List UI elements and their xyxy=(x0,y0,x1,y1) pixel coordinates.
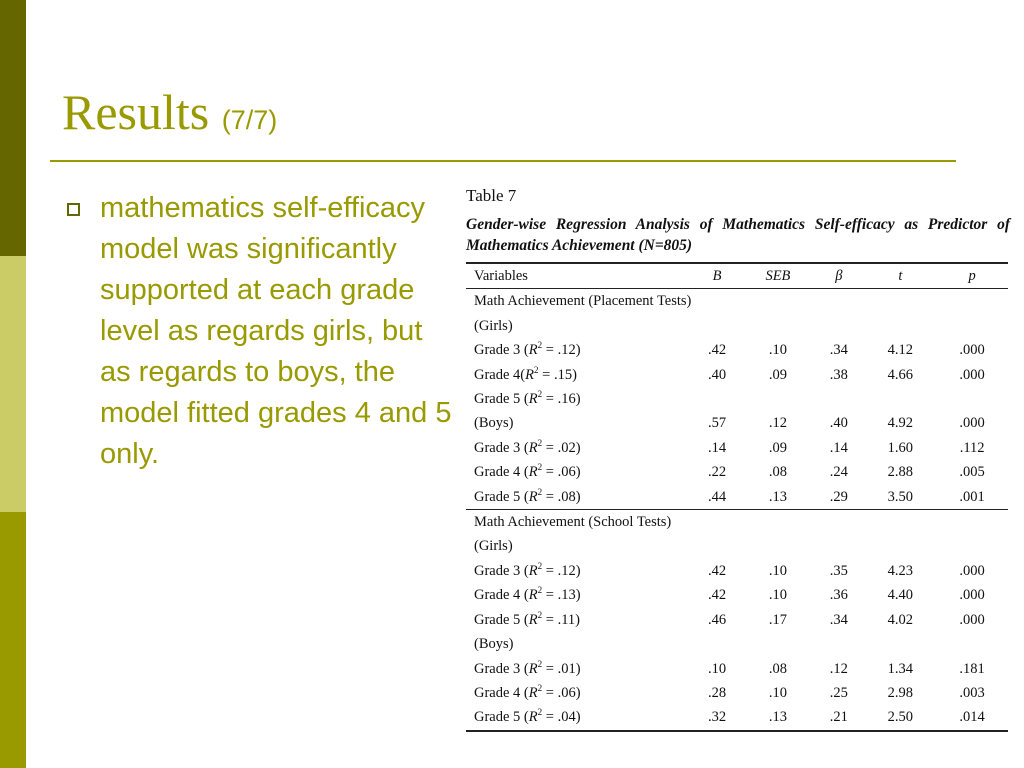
title-divider xyxy=(50,160,956,162)
table-cell-value xyxy=(691,314,742,338)
table-row xyxy=(466,510,1008,535)
table-row xyxy=(466,289,1008,314)
r-squared-close: ) xyxy=(575,684,581,701)
table-cell-value xyxy=(691,387,742,411)
table-cell-value: .09 xyxy=(768,439,787,456)
table-cell-variable: Grade 4 $(R^2 = .13)$ xyxy=(474,585,581,604)
table-cell-variable: Grade 3 $(R^2 = .12)$ xyxy=(474,561,581,579)
header-variables: Variables xyxy=(474,268,528,284)
r-squared-exponent: 2 xyxy=(537,585,543,596)
table-cell-value: .12 xyxy=(829,660,848,677)
r-squared-close: ) xyxy=(575,391,581,408)
r-squared-close: ) xyxy=(575,342,581,359)
table-cell-value: .28 xyxy=(707,684,727,701)
table-body xyxy=(466,289,1008,731)
left-accent-bar xyxy=(0,0,26,768)
table-cell-value: 2.98 xyxy=(887,684,914,701)
table-cell-variable: Grade 5 $(R^2 = .08)$ xyxy=(474,486,581,505)
r-squared-exponent: 2 xyxy=(537,340,543,351)
table-cell-value xyxy=(743,387,814,411)
table-cell-value: .14 xyxy=(707,439,727,456)
variable-label: Grade 5 ( xyxy=(474,709,529,726)
accent-bar-top xyxy=(0,0,26,256)
table-cell-value xyxy=(864,289,936,314)
table-row xyxy=(466,363,1008,387)
table-header-row xyxy=(466,263,1008,289)
table-cell-value: .13 xyxy=(768,488,787,505)
table-cell-value xyxy=(691,534,742,558)
table-cell-value: .000 xyxy=(959,415,985,432)
variable-label: Grade 4 ( xyxy=(474,684,529,701)
table-cell-variable: Grade $4(R^2 = .15)$ xyxy=(474,364,577,383)
table-cell-value: .34 xyxy=(829,342,848,359)
table-cell-value: .36 xyxy=(829,587,848,604)
r-squared-close: ) xyxy=(575,611,580,628)
table-row xyxy=(466,705,1008,730)
table-cell-value: 4.66 xyxy=(887,366,914,383)
table-cell-value: .29 xyxy=(829,488,848,505)
table-row xyxy=(466,314,1008,338)
table-cell-variable xyxy=(466,411,691,435)
table-cell-variable xyxy=(466,510,691,535)
table-cell-value: .000 xyxy=(959,611,985,628)
variable-label: Grade 3 ( xyxy=(474,562,529,579)
table-cell-value: .32 xyxy=(691,705,742,730)
table-cell-value: .22 xyxy=(707,464,727,481)
r-squared-value: .12 xyxy=(557,342,576,359)
r-squared-exponent: 2 xyxy=(537,609,543,620)
variable-label: Grade 5 ( xyxy=(474,488,529,505)
table-cell-value: .005 xyxy=(959,464,985,481)
table-cell-value xyxy=(936,534,1008,558)
table-cell-variable: Grade 4 $(R^2 = .06)$ xyxy=(474,683,581,701)
r-squared-value: .08 xyxy=(557,488,576,505)
table-cell-value: .014 xyxy=(936,705,1008,730)
table-row xyxy=(466,338,1008,362)
table-cell-value: .10 xyxy=(768,587,787,604)
table-cell-value: 4.12 xyxy=(887,342,914,359)
table-cell-value: .42 xyxy=(707,342,727,359)
table-cell-value xyxy=(813,314,864,338)
variable-label: (Boys) xyxy=(474,415,514,432)
table-cell-variable xyxy=(466,534,691,558)
header-p: p xyxy=(968,268,976,284)
r-squared-symbol: R xyxy=(528,488,538,505)
slide-title-suffix: (7/7) xyxy=(221,105,278,135)
variable-label: Grade 4 ( xyxy=(474,587,529,604)
r-squared-exponent: 2 xyxy=(537,389,543,400)
table-row xyxy=(466,632,1008,656)
table-cell-value: .10 xyxy=(768,342,787,359)
table-cell-value: .17 xyxy=(768,611,787,628)
table-cell-value xyxy=(691,289,742,314)
table-row xyxy=(466,681,1008,705)
r-squared-value: .12 xyxy=(557,562,576,579)
table-cell-value xyxy=(691,510,742,535)
r-squared-value: .11 xyxy=(557,611,576,628)
table-cell-value: .08 xyxy=(768,464,787,481)
r-squared-value: .02 xyxy=(557,439,576,456)
table-cell-value: .44 xyxy=(707,488,727,505)
variable-label: Math Achievement (Placement Tests) xyxy=(474,293,692,310)
table-cell-value: .57 xyxy=(707,415,727,432)
r-squared-close: ) xyxy=(572,366,577,383)
table-cell-value xyxy=(813,387,864,411)
r-squared-symbol: R xyxy=(528,342,538,359)
table-cell-value: .40 xyxy=(829,415,848,432)
r-squared-symbol: R xyxy=(528,660,538,677)
table-cell-value: .24 xyxy=(829,464,848,481)
table-cell-value: 4.40 xyxy=(887,587,914,604)
table-cell-value: .34 xyxy=(829,611,848,628)
table-cell-value xyxy=(864,387,936,411)
table-cell-value: 3.50 xyxy=(887,488,914,505)
r-squared-close: ) xyxy=(575,660,581,677)
table-cell-value: .181 xyxy=(959,660,985,677)
table-cell-value: 2.88 xyxy=(887,464,914,481)
variable-label: Grade 3 ( xyxy=(474,342,529,359)
table-cell-value: .21 xyxy=(813,705,864,730)
variable-label: Math Achievement (School Tests) xyxy=(474,514,672,531)
table-cell-value: .35 xyxy=(829,562,848,579)
table-cell-value xyxy=(864,534,936,558)
table-cell-value: .12 xyxy=(768,415,787,432)
r-squared-exponent: 2 xyxy=(537,438,543,449)
slide-title xyxy=(62,82,277,150)
table-row xyxy=(466,608,1008,632)
table-cell-variable: Grade 5 $(R^2 = .16)$ xyxy=(474,389,581,408)
r-squared-value: .13 xyxy=(557,587,576,604)
table-cell-value: .09 xyxy=(768,366,787,383)
table-cell-value: 4.92 xyxy=(887,415,914,432)
table-cell-value: .112 xyxy=(959,439,985,456)
header-beta: β xyxy=(835,268,843,284)
variable-label: (Girls) xyxy=(474,538,513,555)
variable-label: Grade 4( xyxy=(474,366,526,383)
table-cell-value: .08 xyxy=(768,660,787,677)
r-squared-symbol: R xyxy=(528,562,538,579)
r-squared-exponent: 2 xyxy=(537,561,543,572)
table-cell-value xyxy=(813,289,864,314)
r-squared-close: ) xyxy=(575,709,581,726)
table-cell-value xyxy=(813,510,864,535)
r-squared-exponent: 2 xyxy=(537,658,543,669)
table-cell-variable xyxy=(466,314,691,338)
r-squared-close: ) xyxy=(575,587,581,604)
table-cell-value: 4.02 xyxy=(887,611,914,628)
table-cell-value xyxy=(813,534,864,558)
r-squared-close: ) xyxy=(575,464,581,481)
r-squared-symbol: R xyxy=(528,684,538,701)
variable-label: Grade 5 ( xyxy=(474,611,529,628)
table-cell-value: .003 xyxy=(959,684,985,701)
table-row xyxy=(466,411,1008,435)
table-cell-value xyxy=(936,387,1008,411)
table-cell-value: .000 xyxy=(959,587,985,604)
r-squared-symbol: R xyxy=(528,391,538,408)
table-cell-value: .10 xyxy=(707,660,727,677)
r-squared-close: ) xyxy=(575,488,581,505)
table-cell-value: .42 xyxy=(707,562,727,579)
header-b: B xyxy=(712,268,722,284)
table-cell-variable: Grade 3 $(R^2 = .12)$ xyxy=(474,340,581,359)
table-cell-value: .10 xyxy=(768,684,787,701)
table-cell-value xyxy=(743,314,814,338)
accent-bar-middle xyxy=(0,256,26,512)
table-cell-value xyxy=(864,314,936,338)
table-row xyxy=(466,583,1008,607)
r-squared-value: .06 xyxy=(557,684,576,701)
r-squared-exponent: 2 xyxy=(534,364,539,375)
table-cell-value: .000 xyxy=(959,342,985,359)
table-cell-value xyxy=(813,632,864,656)
variable-label: Grade 3 ( xyxy=(474,439,529,456)
table-row xyxy=(466,460,1008,484)
r-squared-value: .15 xyxy=(553,366,573,383)
table-cell-value xyxy=(936,289,1008,314)
table-cell-value xyxy=(936,632,1008,656)
table-cell-value: .10 xyxy=(768,562,787,579)
table-cell-variable xyxy=(466,632,691,656)
table-cell-variable xyxy=(466,289,691,314)
r-squared-value: .06 xyxy=(557,464,576,481)
table-row xyxy=(466,559,1008,583)
table-row xyxy=(466,485,1008,510)
r-squared-close: ) xyxy=(575,562,581,579)
r-squared-value: .01 xyxy=(557,660,576,677)
hollow-square-bullet-icon xyxy=(67,203,80,216)
table-cell-value: .42 xyxy=(707,587,727,604)
table-cell-variable: Grade 4 $(R^2 = .06)$ xyxy=(474,462,581,481)
table-cell-variable: Grade 5 $(R^2 = .11)$ xyxy=(474,609,580,628)
table-cell-value: .40 xyxy=(707,366,727,383)
table-cell-value: .46 xyxy=(707,611,727,628)
table-cell-value: .000 xyxy=(959,366,985,383)
table-row xyxy=(466,534,1008,558)
bullet-text: mathematics self-efficacy model was significantly supported at each grade level as regards girls, but as regards to boys, the model fitted grades 4 and 5 only. xyxy=(100,192,452,470)
table-cell-value xyxy=(691,632,742,656)
r-squared-exponent: 2 xyxy=(537,683,543,694)
accent-bar-bottom xyxy=(0,512,26,768)
table-cell-value: .14 xyxy=(829,439,848,456)
r-squared-symbol: R xyxy=(528,587,538,604)
table-cell-value: 1.34 xyxy=(887,660,914,677)
table-row xyxy=(466,436,1008,460)
r-squared-close: ) xyxy=(575,439,581,456)
table-cell-variable: Grade 5 $(R^2 = .04)$ xyxy=(466,705,691,730)
table-cell-value: 1.60 xyxy=(887,439,914,456)
r-squared-symbol: R xyxy=(528,611,538,628)
header-t: t xyxy=(898,268,903,284)
table-cell-variable: Grade 3 $(R^2 = .02)$ xyxy=(474,438,581,456)
r-squared-exponent: 2 xyxy=(537,462,543,473)
table-row xyxy=(466,657,1008,681)
table-cell-value: 4.23 xyxy=(887,562,914,579)
variable-label: (Girls) xyxy=(474,317,513,334)
table-cell-value: .13 xyxy=(743,705,814,730)
table-cell-value: 2.50 xyxy=(864,705,936,730)
r-squared-symbol: R xyxy=(528,439,538,456)
r-squared-value: .04 xyxy=(557,709,576,726)
table-cell-value xyxy=(743,289,814,314)
table-cell-value xyxy=(864,510,936,535)
table-cell-value: .38 xyxy=(829,366,848,383)
table-cell-variable: Grade 3 $(R^2 = .01)$ xyxy=(474,658,581,677)
r-squared-value: .16 xyxy=(557,391,576,408)
table-cell-value xyxy=(936,510,1008,535)
regression-table xyxy=(466,262,1008,732)
r-squared-exponent: 2 xyxy=(537,486,543,497)
table-cell-value: .25 xyxy=(829,684,848,701)
r-squared-symbol: R xyxy=(528,464,538,481)
variable-label: (Boys) xyxy=(474,636,514,653)
table-cell-value xyxy=(743,510,814,535)
header-seb: SEB xyxy=(765,268,791,284)
r-squared-exponent: 2 xyxy=(537,707,543,718)
table-cell-value: .000 xyxy=(959,562,985,579)
table-cell-value xyxy=(743,534,814,558)
variable-label: Grade 3 ( xyxy=(474,660,529,677)
table-cell-value xyxy=(743,632,814,656)
r-squared-symbol: R xyxy=(528,709,538,726)
table-label: Table 7 xyxy=(466,186,517,205)
regression-table-block xyxy=(466,184,1010,732)
table-row xyxy=(466,387,1008,411)
variable-label: Grade 5 ( xyxy=(474,391,529,408)
slide-title-text: Results xyxy=(62,84,210,140)
table-caption: Gender-wise Regression Analysis of Mathematics Self-efficacy as Predictor of Mathematics Achievement (N=805) xyxy=(466,216,1010,254)
table-cell-value xyxy=(936,314,1008,338)
table-cell-value xyxy=(864,632,936,656)
variable-label: Grade 4 ( xyxy=(474,464,529,481)
table-cell-value: .001 xyxy=(959,488,985,505)
r-squared-symbol: R xyxy=(525,366,534,383)
